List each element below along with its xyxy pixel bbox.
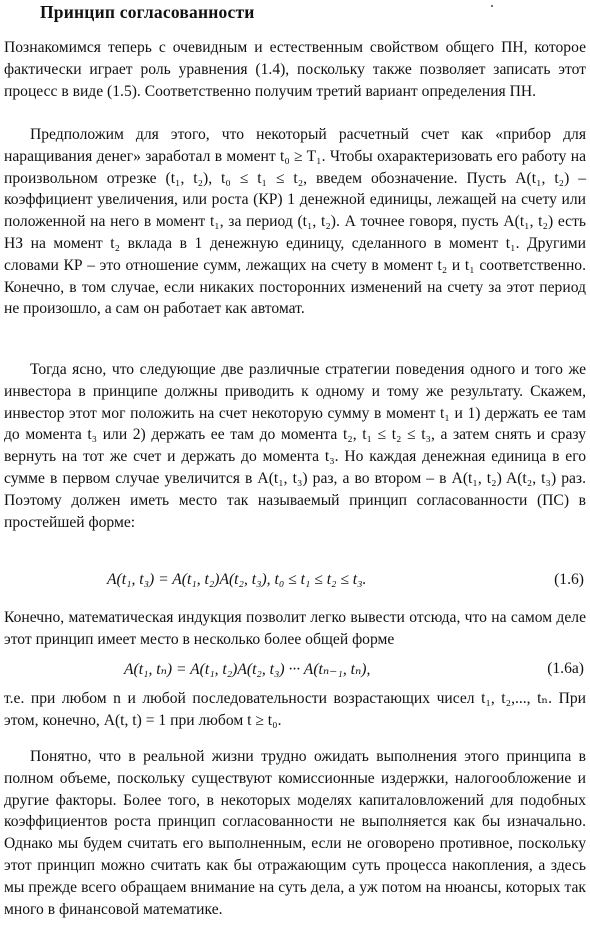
paragraph-2: Предположим для этого, что некоторый расчетный счет как «прибор для наращивания денег» заработал в момент t₀ ≥ T₁. Чтобы охарактеризовать его работу на произвольном отрезке (t₁, t₂), t₀ ≤ t₁ ≤ t₂, введем обозначение. Пусть A(t₁, t₂) – коэффициент увеличения, или роста (КР) 1 денежной единицы, лежащей на счету или положенной на него в момент t₁, за период (t₁, t₂). А точнее говоря, пусть A(t₁, t₂) есть НЗ на момент t₂ вклада в 1 денежную единицу, сделанного в момент t₁. Другими словами КР – это отношение сумм, лежащих на счету в момент t₂ и t₁ соответственно. Конечно, в том случае, если никаких посторонних изменений на счету за этот период не произошло, а сам он работает как автомат.	[4, 126, 586, 318]
scan-speck	[491, 5, 493, 7]
formula-1-6a	[4, 660, 586, 684]
formula-1-6-expression: A(t₁, t₃) = A(t₁, t₂)A(t₂, t₃), t₀ ≤ t₁ ≤ t₂ ≤ t₃.	[107, 571, 367, 588]
paragraph-1: Познакомимся теперь с очевидным и естественным свойством общего ПН, которое фактически играет роль уравнения (1.4), поскольку также позволяет записать этот процесс в виде (1.5). Соответственно получим третий вариант определения ПН.	[4, 39, 586, 100]
paragraph-5: т.е. при любом n и любой последовательности возрастающих чисел t₁, t₂,..., tₙ. При этом, конечно, A(t, t) = 1 при любом t ≥ t₀.	[4, 690, 586, 729]
formula-1-6a-number: (1.6a)	[547, 660, 584, 677]
formula-1-6a-expression: A(t₁, tₙ) = A(t₁, t₂)A(t₂, t₃) ··· A(tₙ₋₁, tₙ),	[124, 661, 371, 678]
section-heading: Принцип согласованности	[40, 2, 255, 22]
formula-1-6	[4, 571, 586, 595]
paragraph-4: Конечно, математическая индукция позволит легко вывести отсюда, что на самом деле этот принцип имеет место в несколько более общей форме	[4, 609, 586, 648]
paragraph-3: Тогда ясно, что следующие две различные стратегии поведения одного и того же инвестора в принципе должны приводить к одному и тому же результату. Скажем, инвестор этот мог положить на счет некоторую сумму в момент t₁ и 1) держать ее там до момента t₃ или 2) держать ее там до момента t₂, t₁ ≤ t₂ ≤ t₃, а затем снять и сразу вернуть на тот же счет и держать до момента t₃. Но каждая денежная единица в его сумме в первом случае увеличится в A(t₁, t₃) раз, а во втором – в A(t₁, t₂) A(t₂, t₃) раз. Поэтому должен иметь место так называемый принцип согласованности (ПС) в простейшей форме:	[4, 361, 586, 531]
paragraph-6: Понятно, что в реальной жизни трудно ожидать выполнения этого принципа в полном объеме, поскольку существуют комиссионные издержки, налогообложение и другие факторы. Более того, в некоторых моделях капиталовложений для подобных коэффициентов роста принцип согласованности не выполняется как бы изначально. Однако мы будем считать его выполненным, если не оговорено противное, поскольку этот принцип можно считать как бы отражающим суть процесса накопления, а здесь мы прежде всего обращаем внимание на суть дела, а уж потом на нюансы, которых так много в финансовой математике.	[4, 748, 586, 918]
formula-1-6-number: (1.6)	[554, 571, 584, 588]
